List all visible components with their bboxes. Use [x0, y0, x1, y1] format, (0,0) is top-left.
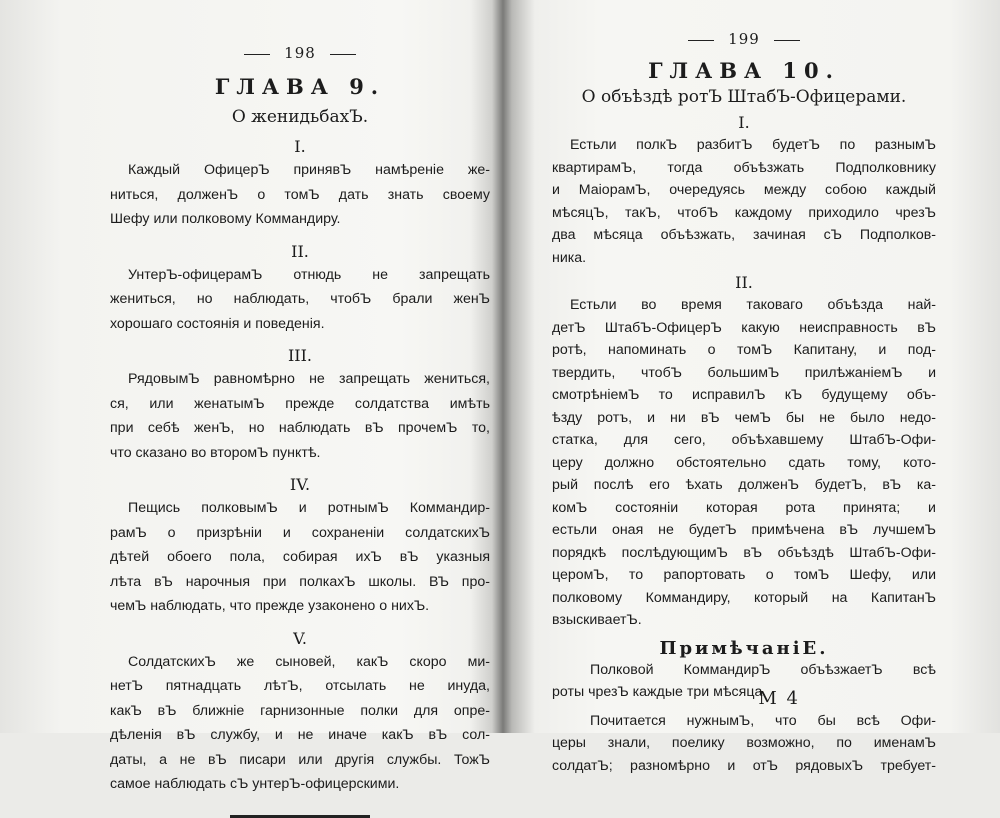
section-numeral: II.: [291, 241, 309, 261]
section-numeral: II.: [735, 273, 753, 292]
page-number: 199: [552, 30, 936, 48]
closing-text: Почитается нужнымЪ, что бы всѣ Офи- церы знали, поелику возможно, по именамЪ солдатЪ; разномѣрно и отЪ рядовыхЪ требует-: [552, 712, 936, 774]
section-text: Каждый ОфицерЪ принявЪ намѣреніе же- ниться, долженЪ о томЪ дать знать своему Шефу или полковому Коммандиру.: [110, 162, 490, 227]
section-numeral: IV.: [289, 475, 311, 494]
note-text: Полковой КоммандирЪ объѣзжаетЪ всѣ роты чрезЪ каждые три мѣсяца.: [552, 661, 936, 700]
page-number: 198: [110, 44, 490, 62]
section-text: РядовымЪ равномѣрно не запрещать жениться, ся, или женатымЪ прежде солдатства имѣть при себѣ женЪ, но наблюдать вЪ прочемЪ то, что сказано во второмЪ пунктѣ.: [110, 371, 490, 461]
section-numeral: III.: [287, 346, 313, 365]
chapter-heading: ГЛАВА 10.: [648, 58, 840, 83]
section-text: УнтерЪ-офицерамЪ отнюдь не запрещать жениться, но наблюдать, чтобЪ брали женЪ хорошаго состоянія и поведенія.: [110, 266, 490, 332]
section-text: СолдатскихЪ же сыновей, какЪ скоро ми- нетЪ пятнадцать лѣтЪ, отсылать не инуда, какЪ вЪ ближніе гарнизонные полки для опре- дѣленія вЪ службу, и не иначе какЪ вЪ сол- даты, а не вЪ писари или другія службы. ТожЪ самое наблюдать сЪ унтерЪ-офицерскими.: [110, 653, 490, 792]
chapter-heading: ГЛАВА 9.: [214, 74, 386, 99]
right-page: [552, 0, 936, 774]
section-numeral: I.: [738, 113, 750, 132]
section-text: Естьли во время таковаго объѣзда най- детЪ ШтабЪ-ОфицерЪ какую неисправность вЪ ротѣ, напоминать о томЪ Капитану, и под- твердить, чтобЪ большимЪ прилѣжаніемЪ и смотрѣніемЪ то исправилЪ кЪ будущему объ- ѣзду ротъ, и ни вЪ чемЪ бы не было недо- статка, для сего, объѣхавшему ШтабЪ-Офи- церу должно обстоятельно сдать тому, кото- рый послѣ его ѣхать долженЪ будетЪ, вЪ ка- комЪ состояніи которая рота принята; и естьли оная не будетЪ примѣчена вЪ лучшемЪ порядкѣ послѣдующимЪ вЪ объѣздѣ ШтабЪ-Офи- церомЪ, то рапортовать о томЪ Шефу, или полковому Коммандиру, который на КапитанЪ взыскиваетЪ.: [552, 297, 936, 628]
signature-mark: М 4: [758, 688, 800, 709]
note-heading: ПримѣчаніЕ.: [659, 637, 829, 659]
section-text: Пещись полковымЪ и ротнымЪ Коммандир- рамЪ о призрѣніи и сохраненіи солдатскихЪ дѣтей обоего пола, собирая ихЪ вЪ указныя лѣта вЪ нарочныя при полкахЪ школы. ВЪ про- чемЪ наблюдать, что прежде узаконено о нихЪ.: [110, 500, 490, 614]
chapter-title: О объѣздѣ ротЪ ШтабЪ-Офицерами.: [581, 87, 907, 107]
section-text: Естьли полкЪ разбитЪ будетЪ по разнымЪ квартирамЪ, тогда объѣзжать Подполковнику и МаіорамЪ, очередуясь между собою каждый мѣсяцЪ, такЪ, чтобЪ каждому приходило чрезЪ два мѣсяца объѣзжать, зачиная сЪ Подполков- ника.: [552, 137, 936, 266]
section-numeral: V.: [293, 628, 307, 648]
section-numeral: I.: [294, 137, 306, 156]
end-rule: [230, 815, 370, 818]
chapter-title: О женидьбахЪ.: [231, 107, 369, 127]
left-page: [110, 0, 490, 792]
